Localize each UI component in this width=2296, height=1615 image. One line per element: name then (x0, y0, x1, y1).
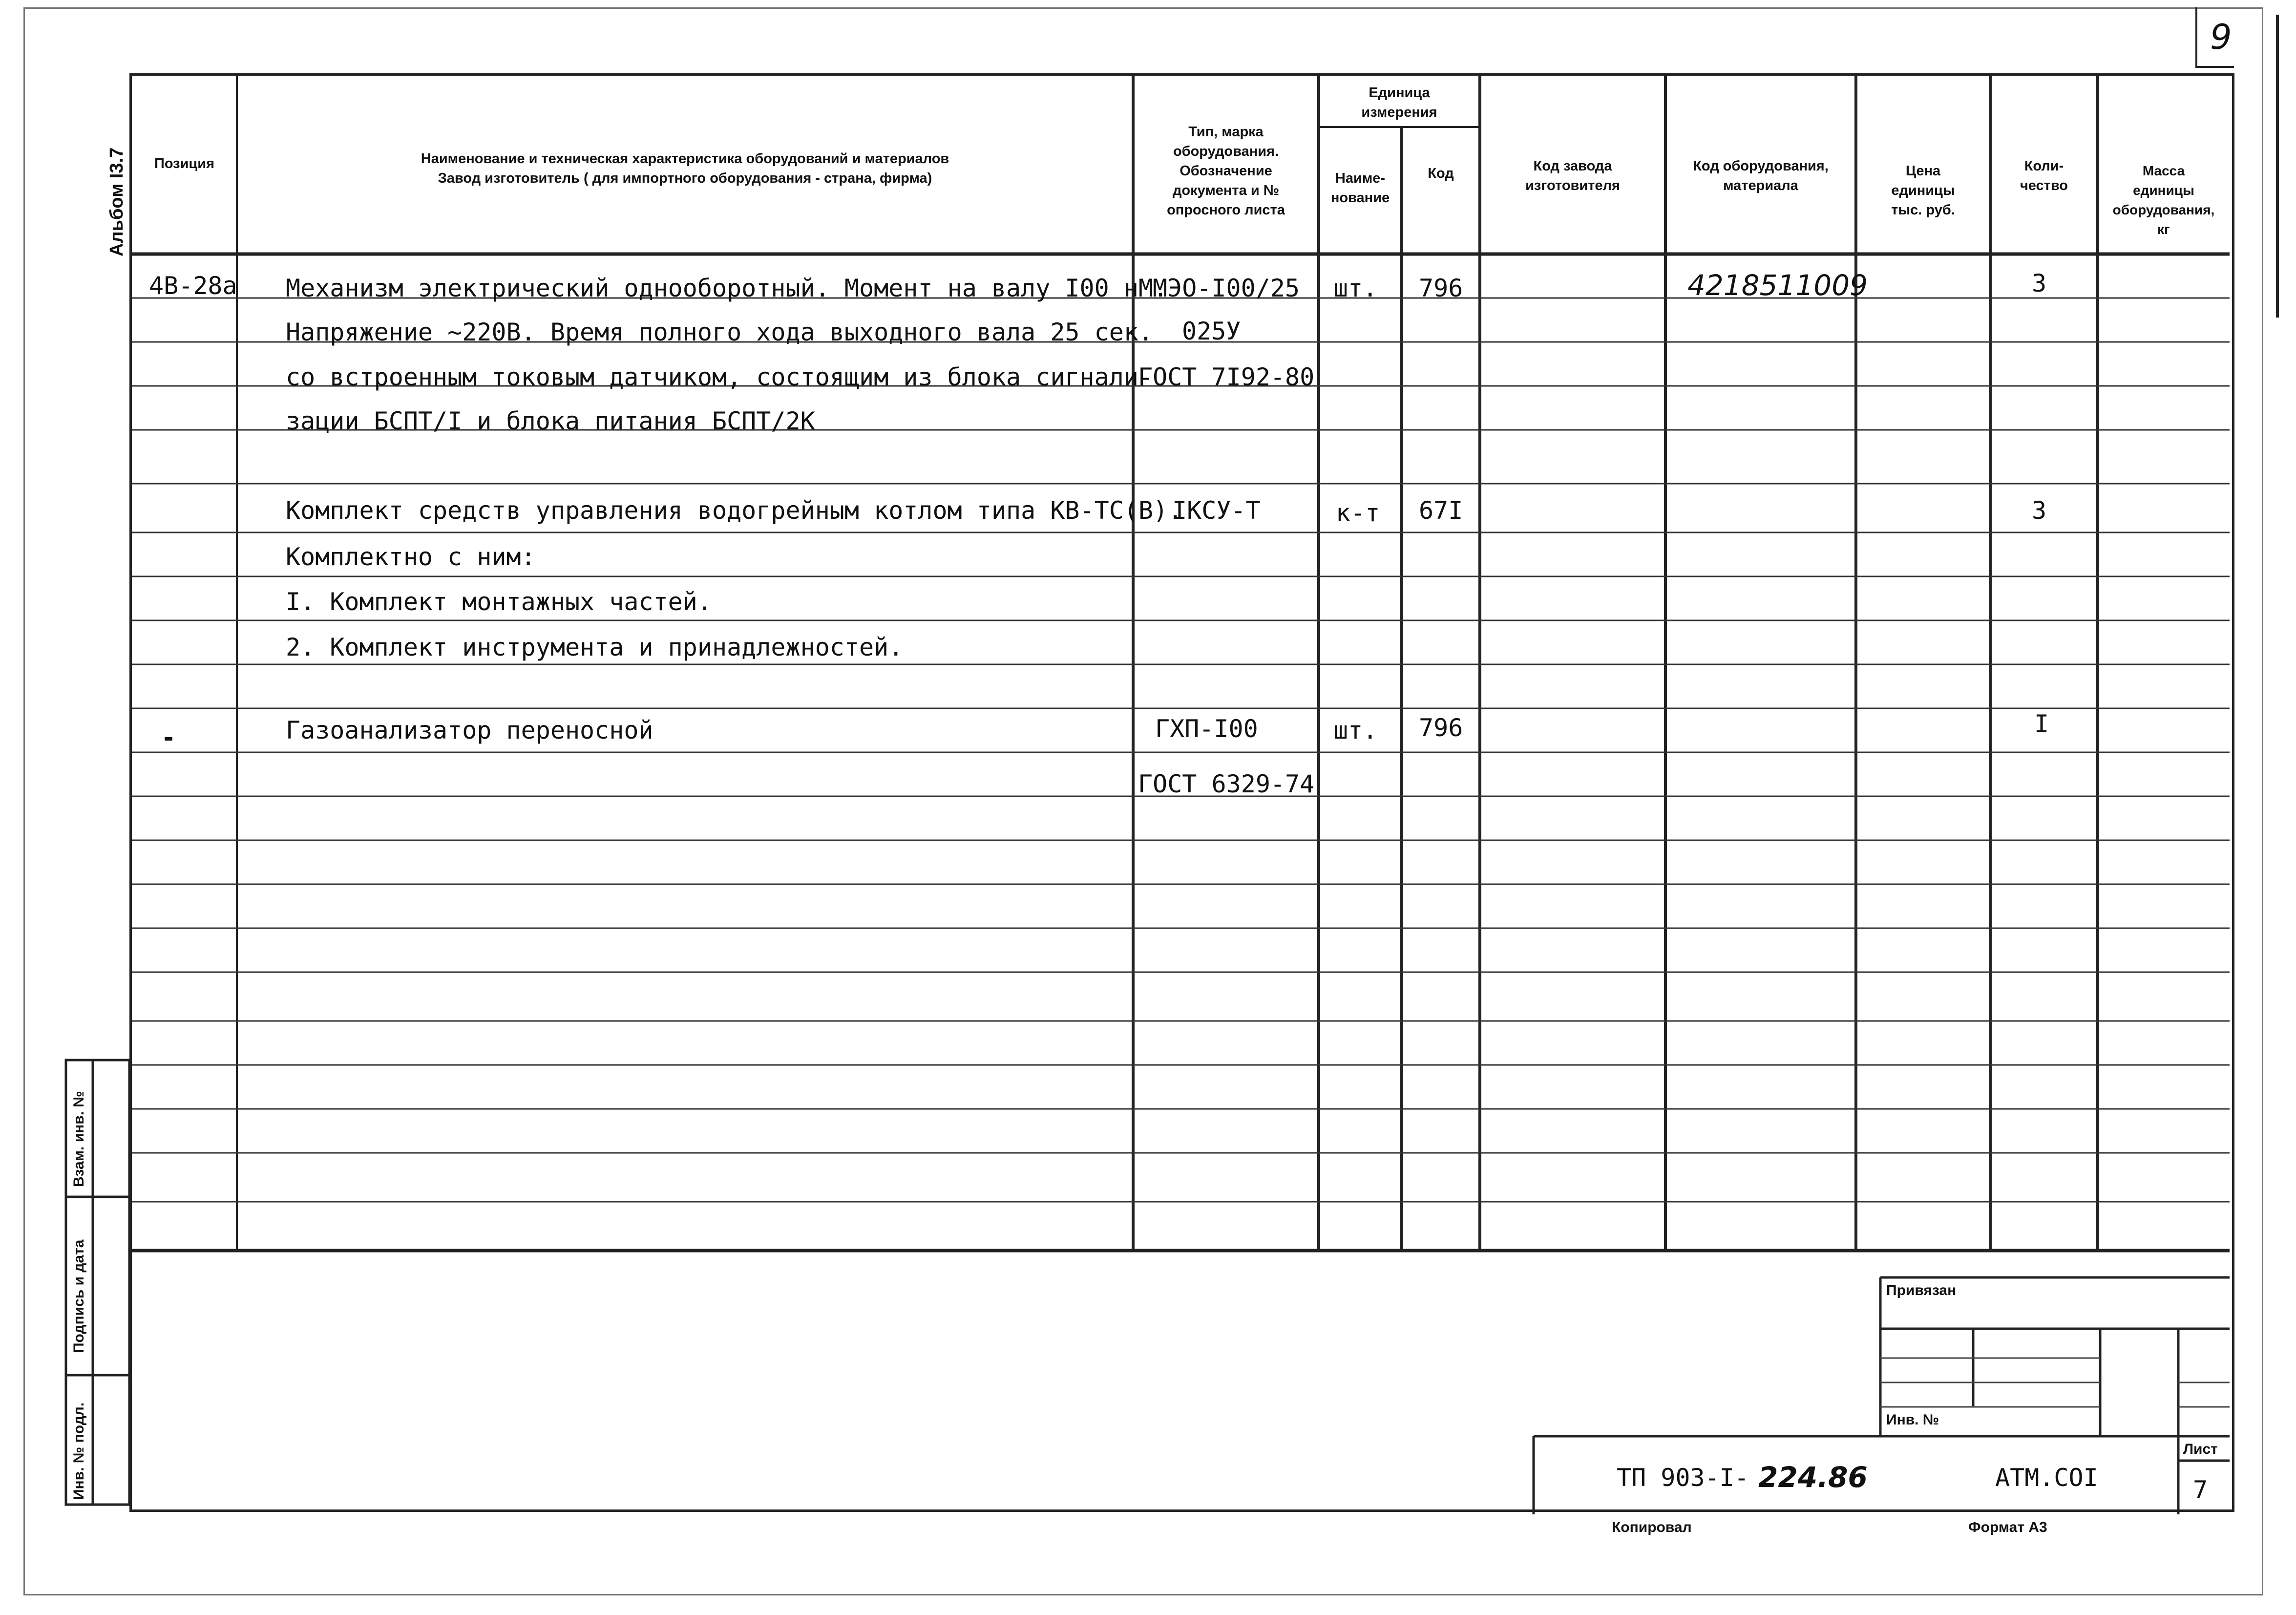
header-unit-line2: измерения (1361, 105, 1437, 120)
header-unit-line1: Единица (1369, 85, 1430, 101)
album-label: Альбом I3.7 (106, 147, 127, 256)
row1-equip-code: 4218511009 (1687, 269, 1868, 302)
row6-code: 67I (1419, 496, 1463, 525)
sheet-label: Лист (2183, 1441, 2218, 1457)
header-mass (2095, 147, 2232, 254)
header-factory (1480, 147, 1665, 205)
header-factory-line2: изготовителя (1525, 178, 1620, 193)
header-mass-line1: Масса (2142, 163, 2185, 178)
format-label: Формат А3 (1968, 1519, 2047, 1535)
stamp-inv: Инв. № подл. (71, 1402, 87, 1500)
header-name (237, 147, 1133, 191)
sheet-number: 7 (2193, 1476, 2208, 1504)
doc-prefix: ТП 903-I- (1617, 1464, 1749, 1492)
row11-position: - (161, 723, 176, 752)
doc-number-handwritten: 224.86 (1758, 1461, 1868, 1494)
row1-qty: 3 (2032, 269, 2047, 298)
header-name-line1: Наименование и техническая характеристика оборудований и материалов (421, 151, 949, 167)
row11-code: 796 (1419, 714, 1463, 742)
stamp-swap: Взам. инв. № (71, 1091, 87, 1187)
row11-name: Газоанализатор переносной (286, 716, 653, 744)
row11-unit: шт. (1333, 716, 1378, 744)
row2-type: 025У (1182, 317, 1241, 345)
row8-name: I. Комплект монтажных частей. (286, 588, 712, 616)
row6-type: IКСУ-Т (1172, 496, 1261, 525)
header-type-line2: оборудования. (1173, 144, 1279, 159)
header-unit-name-line2: нование (1330, 190, 1390, 206)
row1-position: 4В-28а (149, 272, 237, 300)
row6-name: Комплект средств управления водогрейным котлом типа КВ-ТС(В). (286, 496, 1183, 525)
header-equip-code (1665, 147, 1856, 205)
row12-type: ГОСТ 6329-74 (1138, 770, 1315, 798)
row3-type: ГОСТ 7I92-80 (1138, 363, 1315, 391)
row3-name: со встроенным токовым датчиком, состоящим из блока сигнали- (286, 363, 1154, 391)
header-price-line2: единицы (1891, 183, 1955, 198)
header-type-line5: опросного листа (1167, 202, 1285, 218)
header-mass-line2: единицы (2133, 183, 2194, 198)
row1-code: 796 (1419, 274, 1463, 302)
row11-qty: I (2034, 710, 2049, 738)
row6-qty: 3 (2032, 496, 2047, 525)
header-qty-line1: Коли- (2024, 158, 2064, 174)
stamp-sign: Подпись и дата (71, 1239, 87, 1353)
row9-name: 2. Комплект инструмента и принадлежностей. (286, 633, 904, 661)
header-factory-line1: Код завода (1533, 158, 1612, 174)
row7-name: Комплектно с ним: (286, 543, 536, 571)
header-name-line2: Завод изготовитель ( для импортного оборудования - страна, фирма) (438, 170, 932, 186)
header-unit-name (1319, 151, 1402, 225)
header-unit (1319, 81, 1480, 125)
row4-name: зации БСПТ/I и блока питания БСПТ/2К (286, 407, 815, 435)
header-mass-line3: оборудования, (2112, 202, 2215, 217)
row11-type: ГХП-I00 (1155, 715, 1258, 743)
header-type-line4: документа и № (1172, 183, 1280, 198)
header-equip-code-line2: материала (1723, 178, 1798, 193)
header-unit-code: Код (1428, 166, 1454, 181)
doc-code: АТМ.СОI (1995, 1464, 2098, 1492)
header-qty-line2: чество (2020, 178, 2068, 193)
header-price-line3: тыс. руб. (1891, 202, 1955, 218)
row1-unit: шт. (1333, 274, 1378, 302)
header-equip-code-line1: Код оборудования, (1693, 158, 1829, 174)
header-position: Позиция (154, 156, 214, 171)
header-unit-name-line1: Наиме- (1335, 170, 1386, 186)
header-mass-line4: кг (2157, 222, 2170, 237)
header-type-line1: Тип, марка (1188, 124, 1264, 140)
header-price (1856, 147, 1990, 234)
inv-no-label: Инв. № (1886, 1412, 1939, 1428)
header-qty (1990, 147, 2098, 205)
header-type (1133, 112, 1319, 230)
row1-name: Механизм электрический однооборотный. Момент на валу I00 нМ. (286, 274, 1168, 302)
header-type-line3: Обозначение (1180, 163, 1272, 179)
row1-type: МЭО-I00/25 (1153, 274, 1300, 302)
row6-unit: к-т (1336, 499, 1380, 527)
copied-label: Копировал (1612, 1519, 1692, 1535)
row2-name: Напряжение ~220В. Время полного хода выходного вала 25 сек. (286, 318, 1154, 346)
linked-label: Привязан (1886, 1282, 1957, 1298)
header-price-line1: Цена (1905, 163, 1941, 179)
page-number: 9 (2210, 17, 2232, 57)
